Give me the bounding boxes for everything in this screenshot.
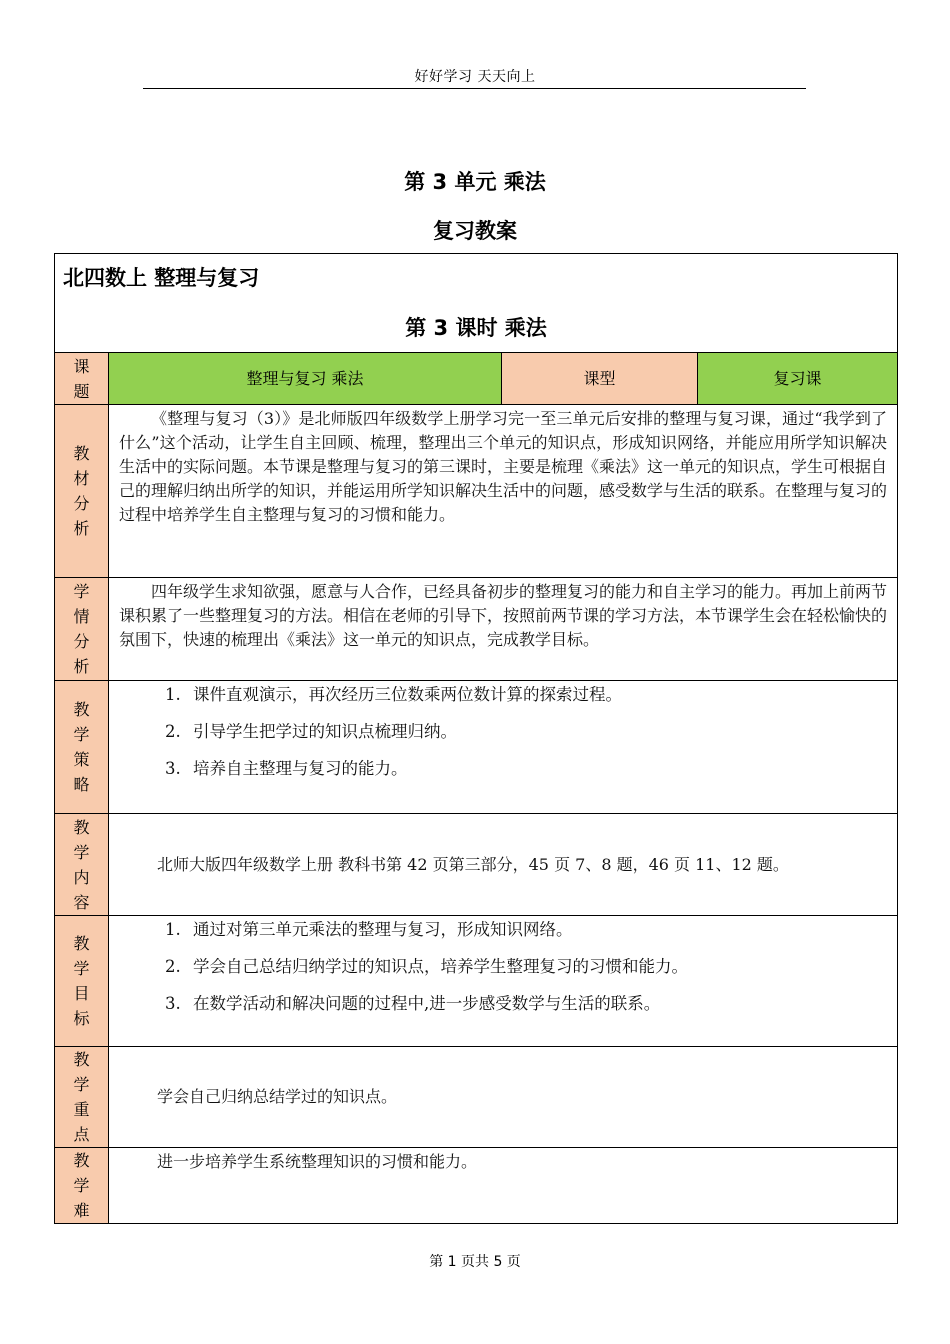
list-item: 3. 培养自主整理与复习的能力。 bbox=[165, 759, 408, 778]
key-point-row bbox=[55, 1047, 898, 1148]
banner-cell bbox=[55, 254, 898, 353]
header-rule bbox=[143, 88, 806, 89]
difficulty-label: 教 学 难 bbox=[55, 1148, 109, 1224]
page-footer: 第 1 页共 5 页 bbox=[429, 1254, 521, 1270]
list-item: 1. 通过对第三单元乘法的整理与复习，形成知识网络。 bbox=[165, 920, 573, 939]
topic-row bbox=[55, 353, 898, 405]
difficulty-text: 进一步培养学生系统整理知识的习惯和能力。 bbox=[109, 1148, 898, 1224]
type-label: 课型 bbox=[502, 353, 698, 405]
goals-label: 教 学 目 标 bbox=[55, 916, 109, 1047]
topic-label: 课 题 bbox=[55, 353, 109, 405]
unit-title: 第 3 单元 乘法 bbox=[404, 170, 546, 194]
material-label: 教 材 分 析 bbox=[55, 405, 109, 578]
content-text: 北师大版四年级数学上册 教科书第 42 页第三部分，45 页 7、8 题，46 页 11、12 题。 bbox=[109, 814, 898, 916]
list-item: 3. 在数学活动和解决问题的过程中,进一步感受数学与生活的联系。 bbox=[165, 994, 661, 1013]
banner-title: 北四数上 整理与复习 bbox=[63, 266, 260, 290]
goals-list bbox=[109, 916, 898, 1047]
strategy-row bbox=[55, 681, 898, 814]
learner-row bbox=[55, 578, 898, 681]
plan-title: 复习教案 bbox=[433, 219, 517, 243]
learner-text: 四年级学生求知欲强，愿意与人合作，已经具备初步的整理复习的能力和自主学习的能力。再加上前两节课积累了一些整理复习的方法。相信在老师的引导下，按照前两节课的学习方法，本节课学生会在轻松愉快的氛围下，快速的梳理出《乘法》这一单元的知识点，完成教学目标。 bbox=[109, 578, 898, 681]
banner-row bbox=[55, 254, 898, 353]
key-point-text: 学会自己归纳总结学过的知识点。 bbox=[109, 1047, 898, 1148]
key-point-label: 教 学 重 点 bbox=[55, 1047, 109, 1148]
list-item: 1. 课件直观演示，再次经历三位数乘两位数计算的探索过程。 bbox=[165, 685, 622, 704]
list-item: 2. 学会自己总结归纳学过的知识点，培养学生整理复习的习惯和能力。 bbox=[165, 957, 688, 976]
difficulty-row bbox=[55, 1148, 898, 1224]
material-text: 《整理与复习（3）》是北师版四年级数学上册学习完一至三单元后安排的整理与复习课，通过“我学到了什么”这个活动，让学生自主回顾、梳理，整理出三个单元的知识点，形成知识网络，并能应用所学知识解决生活中的实际问题。本节课是整理与复习的第三课时，主要是梳理《乘法》这一单元的知识点，学生可根据自己的理解归纳出所学的知识，并能运用所学知识解决生活中的问题，感受数学与生活的联系。在整理与复习的过程中培养学生自主整理与复习的习惯和能力。 bbox=[109, 405, 898, 578]
material-row bbox=[55, 405, 898, 578]
lesson-plan-table bbox=[54, 253, 898, 1224]
list-item: 2. 引导学生把学过的知识点梳理归纳。 bbox=[165, 722, 457, 741]
banner-subtitle: 第 3 课时 乘法 bbox=[405, 316, 547, 340]
topic-value: 整理与复习 乘法 bbox=[109, 353, 502, 405]
goals-row bbox=[55, 916, 898, 1047]
strategy-list bbox=[109, 681, 898, 814]
strategy-label: 教 学 策 略 bbox=[55, 681, 109, 814]
content-row bbox=[55, 814, 898, 916]
learner-label: 学 情 分 析 bbox=[55, 578, 109, 681]
page-header: 好好学习 天天向上 bbox=[414, 69, 536, 85]
type-value: 复习课 bbox=[698, 353, 898, 405]
content-label: 教 学 内 容 bbox=[55, 814, 109, 916]
